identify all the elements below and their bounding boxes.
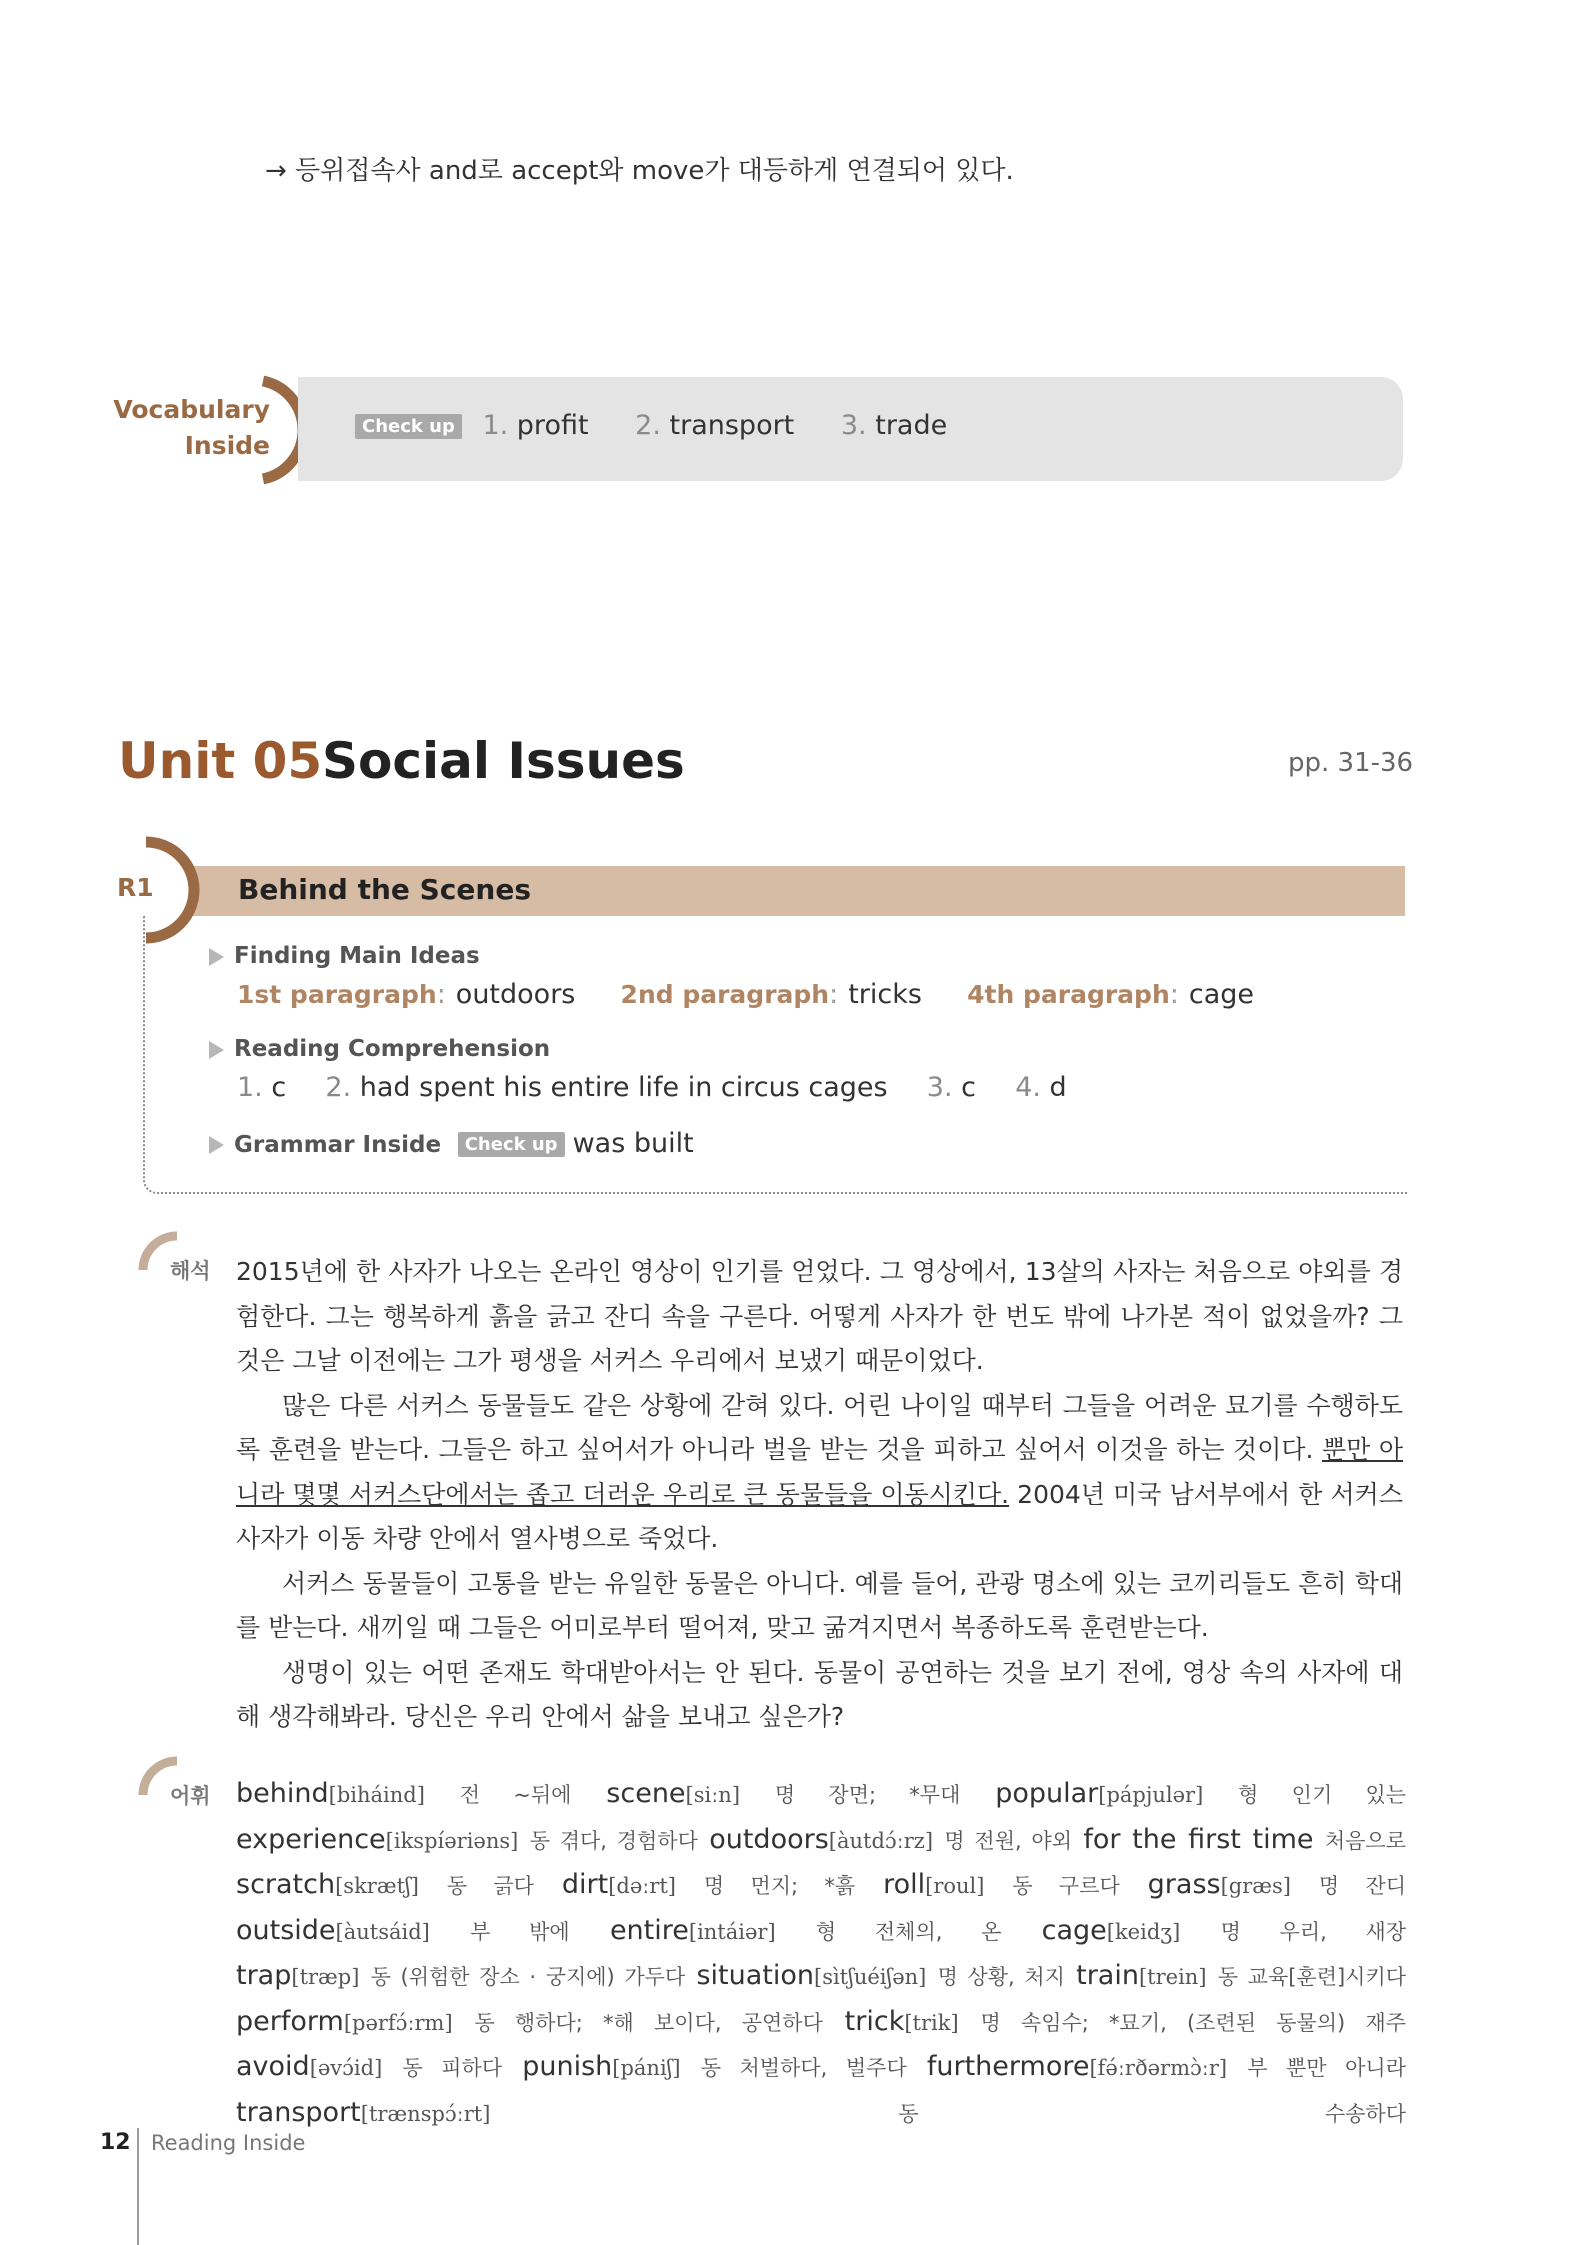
- reading-comprehension-heading: Reading Comprehension: [209, 1036, 550, 1062]
- translation-paragraph-4: 생명이 있는 어떤 존재도 학대받아서는 안 된다. 동물이 공연하는 것을 보기 전에, 영상 속의 사자에 대해 생각해봐라. 당신은 우리 안에서 삶을 보내고 싶은가?: [236, 1657, 1403, 1731]
- glossary-entry: outside[àutsáid] 부 밖에: [236, 1914, 570, 1946]
- glossary-entry: train[trein] 동 교육[훈련]시키다: [1076, 1960, 1407, 1991]
- glossary-entry: outdoors[àutdɔ́ːrz] 명 전원, 야외: [709, 1823, 1072, 1855]
- glossary-label: 어휘: [170, 1784, 211, 1808]
- vocab-answer-3: 3. trade: [840, 410, 948, 441]
- vocab-answer-2: 2. transport: [635, 410, 795, 441]
- glossary-entry: popular[pápjulər] 형 인기 있는: [995, 1778, 1407, 1809]
- glossary-entry: situation[sìtʃuéiʃən] 명 상황, 처지: [696, 1960, 1065, 1991]
- check-up-badge: Check up: [458, 1132, 565, 1157]
- glossary-list: [236, 1772, 1406, 2136]
- glossary-entry: perform[pərfɔ́ːrm] 동 행하다; *해 보이다, 공연하다: [236, 2005, 823, 2037]
- glossary-entry: experience[ikspíəriəns] 동 겪다, 경험하다: [236, 1823, 698, 1855]
- finding-main-ideas-answers: 1st paragraph: outdoors 2nd paragraph: tricks 4th paragraph: cage: [237, 979, 1254, 1010]
- glossary-entry: punish[pániʃ] 동 처벌하다, 벌주다: [522, 2051, 907, 2082]
- glossary-entry: for the first time 처음으로: [1083, 1823, 1407, 1855]
- glossary-entry: grass[græs] 명 잔디: [1147, 1869, 1407, 1900]
- translation-paragraph-1: 2015년에 한 사자가 나오는 온라인 영상이 인기를 얻었다. 그 영상에서, 13살의 사자는 처음으로 야외를 경험한다. 그는 행복하게 흙을 긁고 잔디 속을 구른다. 어떻게 사자가 한 번도 밖에 나가본 적이 없었을까? 그것은 그날 이전에는 그가 평생을 서커스 우리에서 보냈기 때문이었다.: [236, 1257, 1403, 1375]
- unit-pages: pp. 31-36: [1288, 748, 1414, 778]
- glossary-entry: avoid[əvɔ́id] 동 피하다: [236, 2051, 503, 2082]
- glossary-entry: trap[træp] 동 (위험한 장소 · 궁지에) 가두다: [236, 1960, 686, 1991]
- top-note: → 등위접속사 and로 accept와 move가 대등하게 연결되어 있다.: [265, 156, 1014, 186]
- vocabulary-inside-label: [110, 392, 270, 464]
- r1-title: Behind the Scenes: [238, 873, 531, 906]
- underlined-sentence: 뿐만 아니라 몇몇 서커스단에서는 좁고 더러운 우리로 큰 동물들을 이동시킨다.: [236, 1435, 1403, 1509]
- translation-paragraph-3: 서커스 동물들이 고통을 받는 유일한 동물은 아니다. 예를 들어, 관광 명소에 있는 코끼리들도 흔히 학대를 받는다. 새끼일 때 그들은 어미로부터 떨어져, 맞고 굶겨지면서 복종하도록 훈련받는다.: [236, 1568, 1403, 1642]
- glossary-entry: transport[trænspɔ́ːrt] 동 수송하다: [236, 2096, 1406, 2128]
- vocabulary-inside-label-line2: Inside: [184, 431, 270, 460]
- glossary-entry: cage[keidʒ] 명 우리, 새장: [1041, 1914, 1407, 1946]
- triangle-bullet-icon: [209, 948, 224, 966]
- translation-paragraph-2: 많은 다른 서커스 동물들도 같은 상황에 갇혀 있다. 어린 나이일 때부터 그들을 어려운 묘기를 수행하도록 훈련을 받는다. 그들은 하고 싶어서가 아니라 벌을 받는 것을 피하고 싶어서 이것을 하는 것이다. 뿐만 아니라 몇몇 서커스단에서는 좁고 더러운 우리로 큰 동물들을 이동시킨다. 2004년 미국 남서부에서 한 서커스 사자가 이동 차량 안에서 열사병으로 죽었다.: [236, 1390, 1403, 1553]
- translation-text: [236, 1250, 1403, 1740]
- glossary-entry: scene[siːn] 명 장면; *무대: [606, 1778, 961, 1809]
- check-up-badge: Check up: [355, 414, 462, 439]
- triangle-bullet-icon: [209, 1136, 224, 1154]
- vocabulary-answers: [355, 410, 973, 441]
- glossary-entry: roll[roul] 동 구르다: [883, 1869, 1120, 1900]
- triangle-bullet-icon: [209, 1041, 224, 1059]
- finding-main-ideas-heading: Finding Main Ideas: [209, 943, 480, 969]
- glossary-entry: entire[intáiər] 형 전체의, 온: [609, 1914, 1002, 1946]
- glossary-entry: scratch[skrætʃ] 동 긁다: [236, 1869, 534, 1900]
- r1-label: R1: [117, 873, 154, 902]
- unit-title: Social Issues: [322, 732, 685, 790]
- glossary-entry: behind[biháind] 전 ~뒤에: [236, 1778, 572, 1809]
- book-title: Reading Inside: [151, 2131, 306, 2155]
- glossary-entry: dirt[dəːrt] 명 먼지; *흙: [561, 1869, 856, 1900]
- vocabulary-inside-label-line1: Vocabulary: [113, 395, 270, 424]
- glossary-entry: trick[trik] 명 속임수; *묘기, (조련된 동물의) 재주: [844, 2005, 1407, 2037]
- reading-comprehension-answers: 1. c 2. had spent his entire life in circus cages 3. c 4. d: [237, 1072, 1067, 1103]
- unit-number: Unit 05: [118, 732, 323, 790]
- translation-label: 해석: [170, 1259, 211, 1283]
- vocab-answer-1: 1. profit: [482, 410, 589, 441]
- page-number: 12: [100, 2130, 131, 2155]
- grammar-inside-answer: Grammar Inside Check up was built: [209, 1128, 694, 1159]
- glossary-entry: furthermore[fə́ːrðərmɔ̀ːr] 부 뿐만 아니라: [926, 2051, 1406, 2082]
- footer-divider: [137, 2128, 139, 2245]
